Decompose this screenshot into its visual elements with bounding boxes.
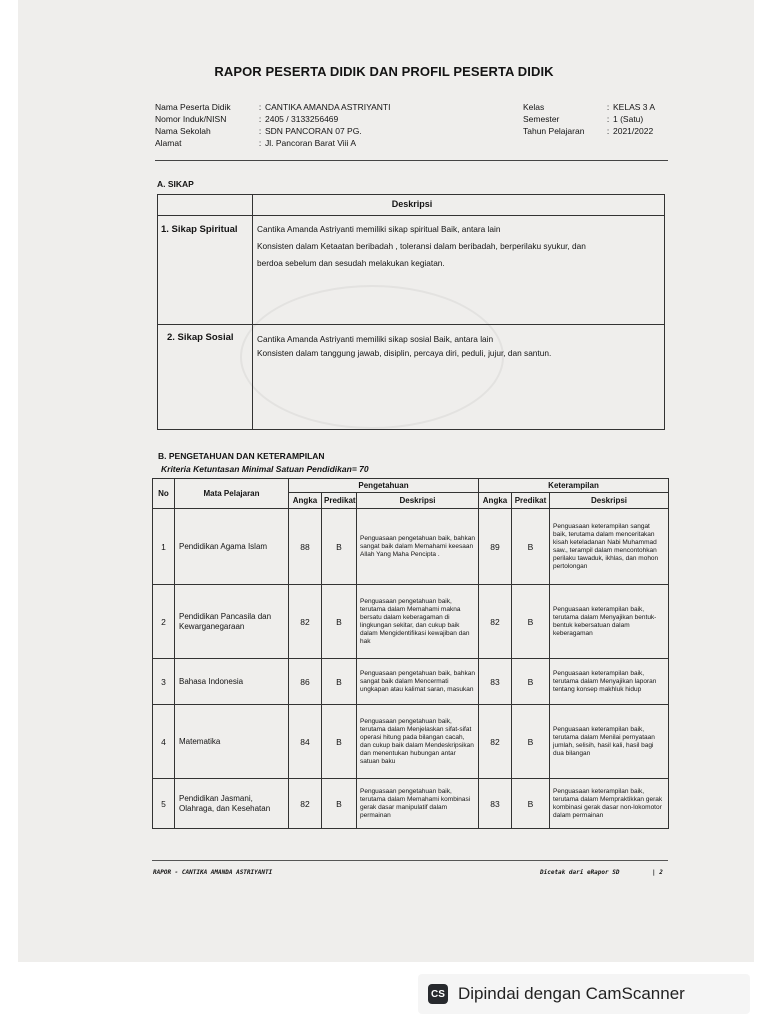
year-value: 2021/2022 [613, 126, 654, 136]
grades-table [152, 478, 669, 829]
semester-value: 1 (Satu) [613, 114, 644, 124]
table-row: 5 Pendidikan Jasmani, Olahraga, dan Kesehatan 82 B Penguasaan pengetahuan baik, terutama dalam Memahami kombinasi gerak dasar manipulatif dalam permainan 83 B Penguasaan keterampilan baik, terutama dalam Mempraktikkan gerak kombinasi gerak dasar non-lokomotor dalam permainan [153, 779, 669, 829]
col-k-predikat: Predikat [512, 493, 550, 509]
camscanner-text: Dipindai dengan CamScanner [458, 984, 685, 1003]
col-p-deskripsi: Deskripsi [357, 493, 479, 509]
col-k-deskripsi: Deskripsi [550, 493, 669, 509]
col-pengetahuan: Pengetahuan [289, 479, 479, 493]
table-row: 4 Matematika 84 B Penguasaan pengetahuan baik, terutama dalam Menjelaskan sifat-sifat operasi hitung pada bilangan cacah, dan cukup baik dalam Mendeskripsikan dan menentukan hubungan antar satuan baku 82 B Penguasaan keterampilan baik, terutama dalam Menilai pernyataan jumlah, selisih, hasil kali, hasil bagi dua bilangan [153, 705, 669, 779]
student-info-left: Nama Peserta Didik : CANTIKA AMANDA ASTRIYANTI Nomor Induk/NISN : 2405 / 3133256469 Nama Sekolah : SDN PANCORAN 07 PG. Alamat : Jl. Pancoran Barat Viii A [155, 102, 391, 148]
school-name: SDN PANCORAN 07 PG. [265, 126, 362, 136]
nis-label: Nomor Induk/NISN [155, 114, 227, 124]
student-nis: 2405 / 3133256469 [265, 114, 339, 124]
name-label: Nama Peserta Didik [155, 102, 231, 112]
header-divider [155, 160, 668, 161]
col-p-predikat: Predikat [322, 493, 357, 509]
kkm-label: Kriteria Ketuntasan Minimal Satuan Pendidikan= 70 [161, 464, 369, 474]
col-p-angka: Angka [289, 493, 322, 509]
pk-heading: B. PENGETAHUAN DAN KETERAMPILAN [158, 451, 325, 461]
sikap-sosial-desc: Cantika Amanda Astriyanti memiliki sikap sosial Baik, antara lain Konsisten dalam tanggung jawab, disiplin, percaya diri, peduli, jujur, dan santun. [257, 334, 552, 358]
table-row: 2 Pendidikan Pancasila dan Kewarganegaraan 82 B Penguasaan pengetahuan baik, terutama dalam Memahami makna bersatu dalam keberagaman di lingkungan sekitar, dan cukup baik dalam Mengidentifikasi kewajiban dan hak 82 B Penguasaan keterampilan baik, terutama dalam Menyajikan bentuk-bentuk kebersatuan dalam keberagaman [153, 585, 669, 659]
sikap-header-divider [157, 215, 665, 216]
sikap-row-divider [157, 324, 665, 325]
class-label: Kelas [523, 102, 545, 112]
sikap-heading: A. SIKAP [157, 179, 194, 189]
school-label: Nama Sekolah [155, 126, 211, 136]
class-value: KELAS 3 A [613, 102, 656, 112]
footer-right: Dicetak dari eRapor SD [540, 869, 620, 876]
page-number: | 2 [652, 869, 663, 876]
semester-label: Semester [523, 114, 560, 124]
student-name: CANTIKA AMANDA ASTRIYANTI [265, 102, 391, 112]
sikap-spiritual-label: 1. Sikap Spiritual [161, 224, 238, 235]
col-no: No [153, 479, 175, 509]
table-row: 3 Bahasa Indonesia 86 B Penguasaan pengetahuan baik, bahkan sangat baik dalam Mencermati ungkapan atau kalimat saran, masukan 83 B Penguasaan keterampilan baik, terutama dalam Menyajikan laporan tentang konsep makhluk hidup [153, 659, 669, 705]
sikap-spiritual-desc: Cantika Amanda Astriyanti memiliki sikap spiritual Baik, antara lain Konsisten dalam Ketaatan beribadah , toleransi dalam beribadah, berperilaku syukur, dan berdoa sebelum dan sesudah melakukan kegiatan. [257, 224, 586, 268]
camscanner-watermark [418, 974, 750, 1014]
sikap-column-divider [252, 194, 253, 430]
col-k-angka: Angka [479, 493, 512, 509]
col-keterampilan: Keterampilan [479, 479, 669, 493]
camscanner-logo-icon: CS [428, 984, 448, 1004]
school-address: Jl. Pancoran Barat Viii A [265, 138, 357, 148]
address-label: Alamat [155, 138, 182, 148]
table-row: 1 Pendidikan Agama Islam 88 B Penguasaan pengetahuan baik, bahkan sangat baik dalam Memahami keesaan Allah Yang Maha Pencipta . 89 B Penguasaan keterampilan sangat baik, terutama dalam menceritakan kisah keteladanan Nabi Muhammad saw., terampil dalam mencontohkan perilaku tawaduk, ikhlas, dan mohon pertolongan [153, 509, 669, 585]
sikap-desc-header: Deskripsi [391, 199, 433, 209]
year-label: Tahun Pelajaran [523, 126, 585, 136]
footer-divider [152, 860, 668, 861]
sikap-sosial-label: 2. Sikap Sosial [167, 332, 234, 343]
col-mapel: Mata Pelajaran [175, 479, 289, 509]
page-title: RAPOR PESERTA DIDIK DAN PROFIL PESERTA DIDIK [214, 64, 554, 79]
footer-left: RAPOR - CANTIKA AMANDA ASTRIYANTI [153, 869, 273, 876]
student-info-right: Kelas : KELAS 3 A Semester : 1 (Satu) Tahun Pelajaran : 2021/2022 [523, 102, 656, 136]
